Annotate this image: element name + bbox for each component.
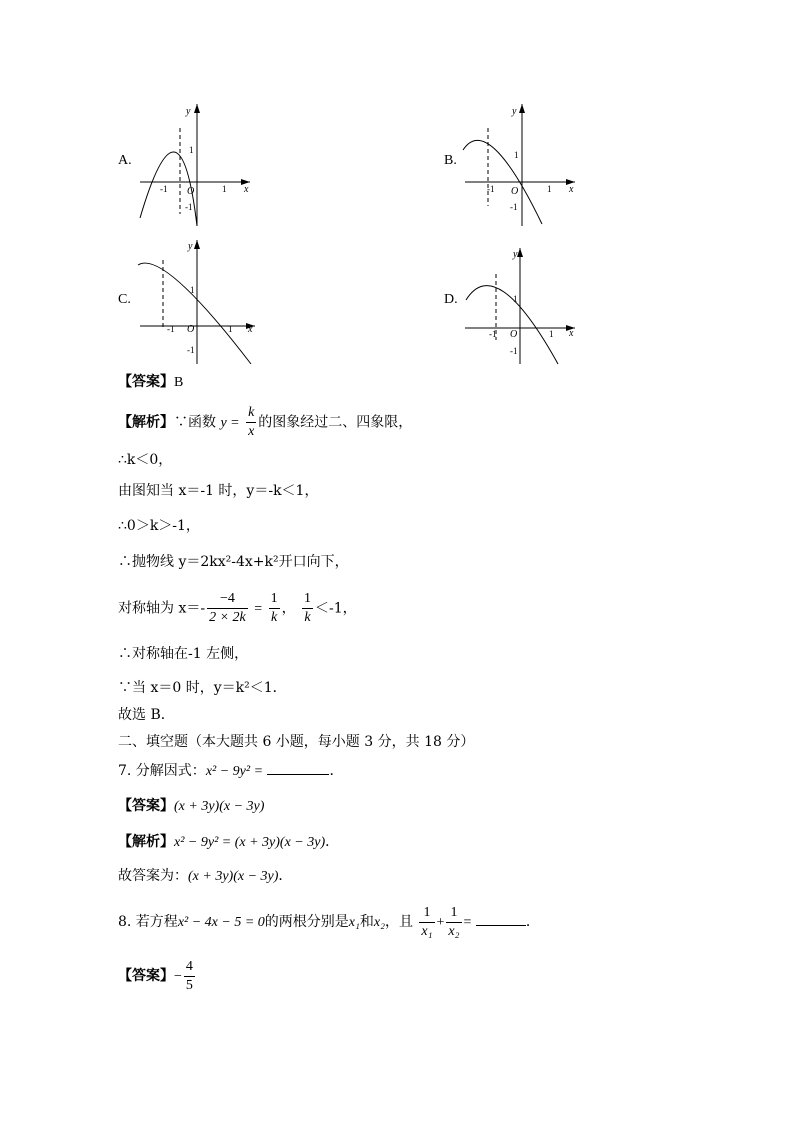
svg-text:O: O bbox=[510, 329, 518, 340]
analysis-line-6: 对称轴为 x＝- $\frac{-4}{2 \times 2k}$ = $\frac{1}{k}$ ， $\frac{1}{k}$ ＜-1， bbox=[118, 591, 357, 625]
final-7-line: 故答案为：(x + 3y)(x − 3y)． bbox=[118, 868, 293, 884]
y-tick-1: 1 bbox=[189, 145, 194, 155]
graph-a bbox=[135, 100, 255, 228]
answer-8-line: 【答案】− $\frac{4}{5}$ bbox=[118, 958, 193, 993]
svg-text:y: y bbox=[188, 241, 193, 252]
fraction-1-over-x1: $\frac{1}{\text{x₁}}$ bbox=[421, 904, 433, 939]
y-label: y bbox=[186, 106, 191, 117]
svg-text:x: x bbox=[569, 184, 574, 195]
answer-blank bbox=[267, 762, 329, 775]
origin-label: O bbox=[187, 186, 195, 197]
svg-text:-1: -1 bbox=[510, 346, 518, 356]
analysis-line-5: ∴抛物线 y＝2kx²-4x+k²开口向下， bbox=[118, 554, 349, 570]
analysis-line-4: ∴0＞k＞-1， bbox=[118, 518, 200, 534]
graph-b bbox=[460, 100, 580, 228]
fraction-neg4: $\frac{-4}{2 \times 2k}$ bbox=[209, 591, 246, 625]
question-8: 8. 若方程x² − 4x − 5 = 0的两根分别是x₁和x₂，且 $\frac{1}{\text{x₁}}$ + $\frac{1}{\text{x₂}}$ = ． bbox=[118, 904, 540, 939]
fraction-k-over-x: $\frac{k}{x}$ bbox=[248, 405, 255, 439]
answer-line bbox=[118, 372, 183, 393]
fraction-4-over-5: $\frac{4}{5}$ bbox=[185, 958, 193, 993]
answer-blank bbox=[476, 913, 526, 926]
question-7: 7. 分解因式：x² − 9y² = ． bbox=[118, 763, 344, 779]
answer-7-line: 【答案】(x + 3y)(x − 3y) bbox=[118, 798, 265, 814]
fraction-1-over-k: $\frac{1}{k}$ bbox=[270, 591, 278, 625]
analysis-line-1: 【解析】∵函数 y = $\frac{k}{x}$ 的图象经过二、四象限， bbox=[118, 405, 413, 439]
svg-text:1: 1 bbox=[549, 329, 554, 339]
fraction-1-over-k-2: $\frac{1}{k}$ bbox=[304, 591, 312, 625]
svg-text:-1: -1 bbox=[487, 184, 495, 194]
svg-text:-1: -1 bbox=[489, 329, 497, 339]
parabola bbox=[138, 263, 251, 364]
svg-text:1: 1 bbox=[513, 294, 518, 304]
svg-text:-1: -1 bbox=[187, 345, 195, 355]
svg-text:1: 1 bbox=[547, 184, 552, 194]
svg-text:1: 1 bbox=[514, 150, 519, 160]
analysis-line-8: ∵当 x＝0 时，y＝k²＜1． bbox=[118, 680, 287, 696]
analysis-tag: 【解析】 bbox=[118, 414, 174, 431]
analysis-line-2: ∴k＜0， bbox=[118, 452, 173, 468]
answer-value: B bbox=[174, 375, 184, 390]
graph-d bbox=[460, 244, 580, 368]
svg-text:O: O bbox=[511, 186, 519, 197]
answer-tag: 【答案】 bbox=[118, 374, 174, 390]
svg-text:-1: -1 bbox=[510, 202, 518, 212]
y-tick-neg1: -1 bbox=[185, 202, 193, 212]
option-b-label: B. bbox=[444, 153, 457, 168]
fraction-1-over-x2: $\frac{1}{\text{x₂}}$ bbox=[448, 904, 460, 939]
svg-text:y: y bbox=[512, 106, 517, 117]
option-c-label: C. bbox=[118, 292, 131, 307]
analysis-line-3: 由图知当 x＝-1 时，y＝-k＜1， bbox=[118, 483, 319, 499]
svg-text:-1: -1 bbox=[167, 324, 175, 334]
analysis-line-7: ∴对称轴在-1 左侧， bbox=[118, 646, 249, 662]
section-heading: 二、填空题（本大题共 6 小题，每小题 3 分，共 18 分） bbox=[118, 734, 475, 750]
svg-text:O: O bbox=[187, 324, 195, 335]
svg-text:y: y bbox=[513, 249, 518, 260]
x-label: x bbox=[244, 184, 249, 195]
graph-c bbox=[135, 236, 260, 366]
svg-text:1: 1 bbox=[228, 324, 233, 334]
option-d-label: D. bbox=[444, 292, 458, 307]
option-a-label: A. bbox=[118, 153, 132, 168]
svg-text:x: x bbox=[569, 328, 574, 339]
x-tick-neg1: -1 bbox=[160, 184, 168, 194]
analysis-7-line: 【解析】x² − 9y² = (x + 3y)(x − 3y)． bbox=[118, 834, 340, 850]
analysis-line-9: 故选 B． bbox=[118, 707, 175, 723]
x-tick-1: 1 bbox=[222, 184, 227, 194]
svg-text:1: 1 bbox=[190, 285, 195, 295]
svg-text:x: x bbox=[248, 324, 253, 335]
